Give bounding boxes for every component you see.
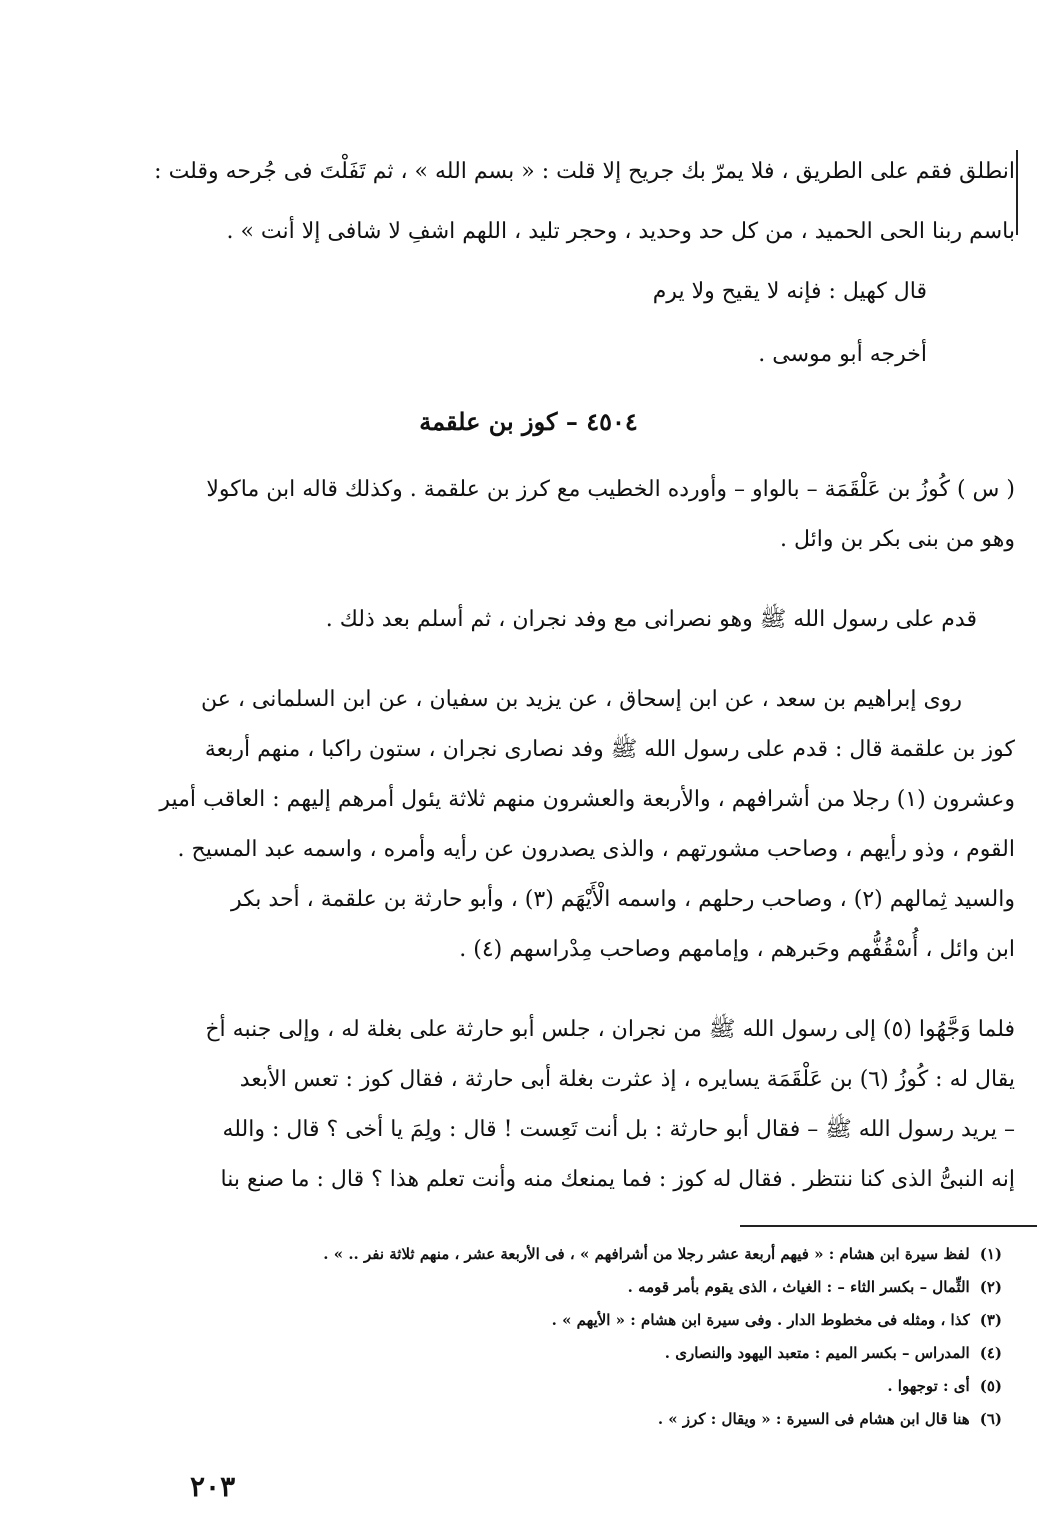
margin-bracket <box>1016 150 1018 235</box>
footnote <box>665 1342 1002 1364</box>
text-line: القوم ، وذو رأيهم ، وصاحب مشورتهم ، والذى يصدرون عن رأيه وأمره ، واسمه عبد المسيح . <box>177 837 1015 862</box>
footnote-number: (٤) <box>979 1344 1002 1362</box>
text-line: قدم على رسول الله ﷺ وهو نصرانى مع وفد نجران ، ثم أسلم بعد ذلك . <box>325 607 977 632</box>
footnote-number: (٦) <box>979 1410 1002 1428</box>
footnote <box>658 1408 1002 1430</box>
footnote-text: أى : توجهوا . <box>887 1377 970 1395</box>
text-line: أخرجه أبو موسى . <box>758 342 927 367</box>
footnote-number: (٣) <box>979 1311 1002 1329</box>
text-line: روى إبراهيم بن سعد ، عن ابن إسحاق ، عن يزيد بن سفيان ، عن ابن السلمانى ، عن <box>200 687 962 712</box>
text-line: ابن وائل ، أُسْقُفُّهم وحَبرهم ، وإمامهم وصاحب مِدْراسهم (٤) . <box>459 937 1015 962</box>
text-line: إنه النبىُّ الذى كنا ننتظر . فقال له كوز : فما يمنعك منه وأنت تعلم هذا ؟ قال : ما صنع بنا <box>220 1167 1015 1192</box>
text-line: يقال له : كُوزُ (٦) بن عَلْقَمَة يسايره ، إذ عثرت بغلة أبى حارثة ، فقال كوز : تعس الأبعد <box>239 1067 1015 1092</box>
footnote-text: الثِّمال – بكسر الثاء – : الغياث ، الذى يقوم بأمر قومه . <box>627 1278 970 1296</box>
footnote <box>628 1276 1002 1298</box>
footnote-rule <box>740 1225 1037 1227</box>
text-line: ( س ) كُوزُ بن عَلْقَمَة – بالواو – وأورده الخطيب مع كرز بن علقمة . وكذلك قاله ابن ماكولا <box>206 477 1015 502</box>
text-line: وهو من بنى بكر بن وائل . <box>780 527 1015 552</box>
text-line: انطلق فقم على الطريق ، فلا يمرّ بك جريح إلا قلت : « بسم الله » ، ثم تَفَلْتَ فى جُرحه وقلت : <box>154 159 1015 184</box>
text-line: – يريد رسول الله ﷺ – فقال أبو حارثة : بل أنت تَعِست ! قال : ولِمَ يا أخى ؟ قال : والله <box>222 1117 1015 1142</box>
footnote-text: لفظ سيرة ابن هشام : « فيهم أربعة عشر رجلا من أشرافهم » ، فى الأربعة عشر ، منهم ثلاثة نفر .. » . <box>323 1245 970 1263</box>
footnote-text: المدراس – بكسر الميم : متعبد اليهود والنصارى . <box>664 1344 970 1362</box>
text-line: قال كهيل : فإنه لا يقيح ولا يرم <box>652 279 927 304</box>
text-line: والسيد ثِمالهم (٢) ، وصاحب رحلهم ، واسمه الْأَيْهَم (٣) ، وأبو حارثة بن علقمة ، أحد بكر <box>231 887 1015 912</box>
text-line: وعشرون (١) رجلا من أشرافهم ، والأربعة والعشرون منهم ثلاثة يئول أمرهم إليهم : العاقب أمير <box>159 787 1015 812</box>
footnote-text: كذا ، ومثله فى مخطوط الدار . وفى سيرة ابن هشام : « الأيهم » . <box>551 1311 970 1329</box>
footnote <box>887 1375 1002 1397</box>
footnote <box>323 1243 1002 1265</box>
footnote-number: (١) <box>979 1245 1002 1263</box>
footnote-text: هنا قال ابن هشام فى السيرة : « ويقال : كرز » . <box>657 1410 970 1428</box>
text-line: باسم ربنا الحى الحميد ، من كل حد وحديد ، وحجر تليد ، اللهم اشفِ لا شافى إلا أنت » . <box>226 219 1015 244</box>
entry-heading: ٤٥٠٤ – كوز بن علقمة <box>419 407 638 436</box>
page-number: ٢٠٣ <box>190 1470 236 1503</box>
footnote-number: (٥) <box>979 1377 1002 1395</box>
text-line: كوز بن علقمة قال : قدم على رسول الله ﷺ وفد نصارى نجران ، ستون راكبا ، منهم أربعة <box>204 737 1015 762</box>
footnote-number: (٢) <box>979 1278 1002 1296</box>
text-line: فلما وَجَّهُوا (٥) إلى رسول الله ﷺ من نجران ، جلس أبو حارثة على بغلة له ، وإلى جنبه أخ <box>205 1017 1015 1042</box>
footnote <box>552 1309 1002 1331</box>
